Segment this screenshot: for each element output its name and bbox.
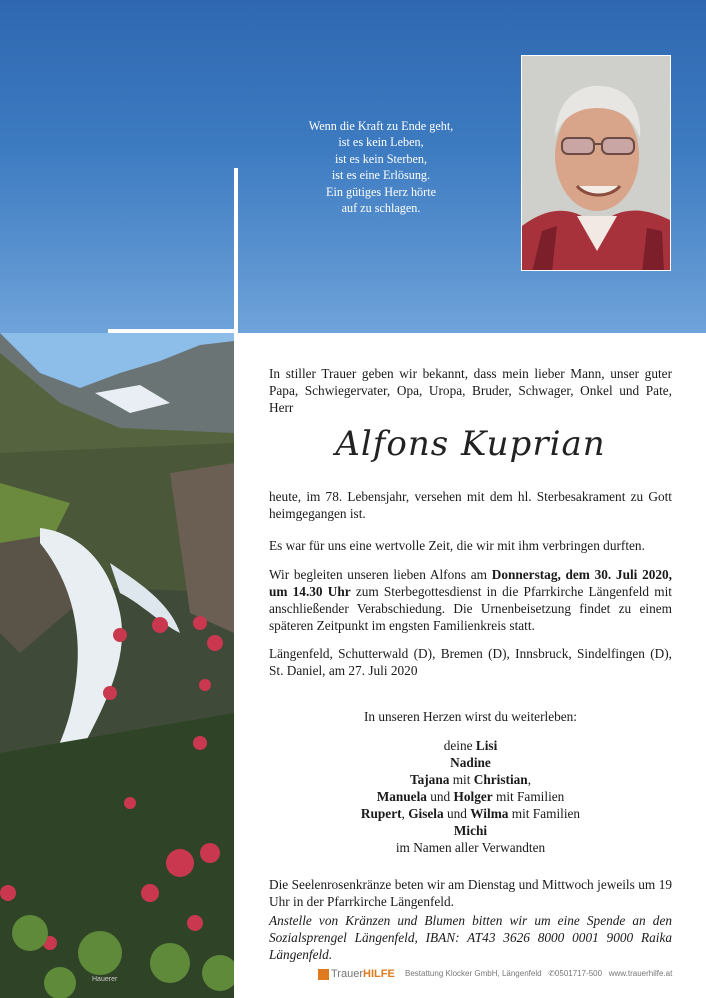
poem [296, 118, 466, 216]
death-notice: heute, im 78. Lebensjahr, versehen mit dem hl. Sterbesakrament zu Gott heimgegangen ist. [269, 489, 672, 521]
mourner-line: Manuela und Holger mit Familien [376, 789, 565, 804]
funeral-date: Donnerstag, dem 30. Juli 2020, [491, 567, 672, 582]
portrait-photo [521, 55, 671, 271]
poem-line: ist es kein Sterben, [334, 151, 428, 166]
mourner-line: Nadine [450, 755, 491, 770]
funeral-part1: Wir begleiten unseren lieben Alfons am [269, 567, 492, 582]
donation-text: Anstelle von Kränzen und Blumen bitten wir um eine Spende an den Sozialsprengel Längenfeld, IBAN: AT43 3626 8000 0001 9000 Raika Längenfeld. [269, 913, 672, 962]
mourners-list [269, 737, 672, 856]
mourner-line: Rupert, Gisela und Wilma mit Familien [360, 806, 581, 821]
company-name: Bestattung Klocker GmbH, Längenfeld [405, 969, 542, 979]
deceased-name: Alfons Kuprian [335, 424, 606, 464]
poem-line: ist es eine Erlösung. [331, 168, 431, 183]
cross-horizontal-bar [108, 329, 234, 333]
places-date: Längenfeld, Schutterwald (D), Bremen (D), Innsbruck, Sindelfingen (D), St. Daniel, am 27. Juli 2020 [269, 646, 672, 678]
poem-line: Ein gütiges Herz hörte [326, 184, 436, 199]
mourner-line: Tajana mit Christian, [409, 772, 532, 787]
mourner-line: im Namen aller Verwandten [395, 840, 546, 855]
poem-line: ist es kein Leben, [338, 135, 424, 150]
funeral-time: um 14.30 Uhr [269, 584, 351, 599]
intro-text: In stiller Trauer geben wir bekannt, dass mein lieber Mann, unser guter Papa, Schwiegervater, Opa, Uropa, Bruder, Schwager, Onkel und Pate, Herr [269, 366, 672, 415]
cross-vertical-bar [234, 168, 238, 968]
website[interactable]: www.trauerhilfe.at [608, 969, 673, 979]
phone-number: 0501717-500 [554, 969, 603, 979]
poem-line: Wenn die Kraft zu Ende geht, [308, 119, 454, 133]
phone-icon: ✆ [548, 969, 555, 979]
photo-credit: Hauerer [92, 976, 118, 983]
mourner-line: Michi [453, 823, 488, 838]
hearts-line: In unseren Herzen wirst du weiterleben: [363, 709, 578, 724]
memory-text: Es war für uns eine wertvolle Zeit, die wir mit ihm verbringen durften. [269, 538, 645, 553]
funeral-text [269, 566, 672, 634]
mourner-line: deine Lisi [443, 738, 498, 753]
trauerhilfe-logo: TrauerHILFE [331, 968, 395, 980]
rosary-text: Die Seelenrosenkränze beten wir am Dienstag und Mittwoch jeweils um 19 Uhr in der Pfarrkirche Längenfeld. [269, 877, 672, 909]
poem-line: auf zu schlagen. [341, 201, 421, 216]
footer [318, 968, 698, 980]
trauerhilfe-logo-icon [318, 969, 329, 980]
mountain-waterfall-image [0, 333, 234, 998]
funeral-part2: zum Sterbegottesdienst in die Pfarrkirche Längenfeld mit anschließender Verabschiedung. Die Urnenbeisetzung findet zu einem späteren Zeitpunkt im engsten Familienkreis statt. [269, 584, 672, 633]
